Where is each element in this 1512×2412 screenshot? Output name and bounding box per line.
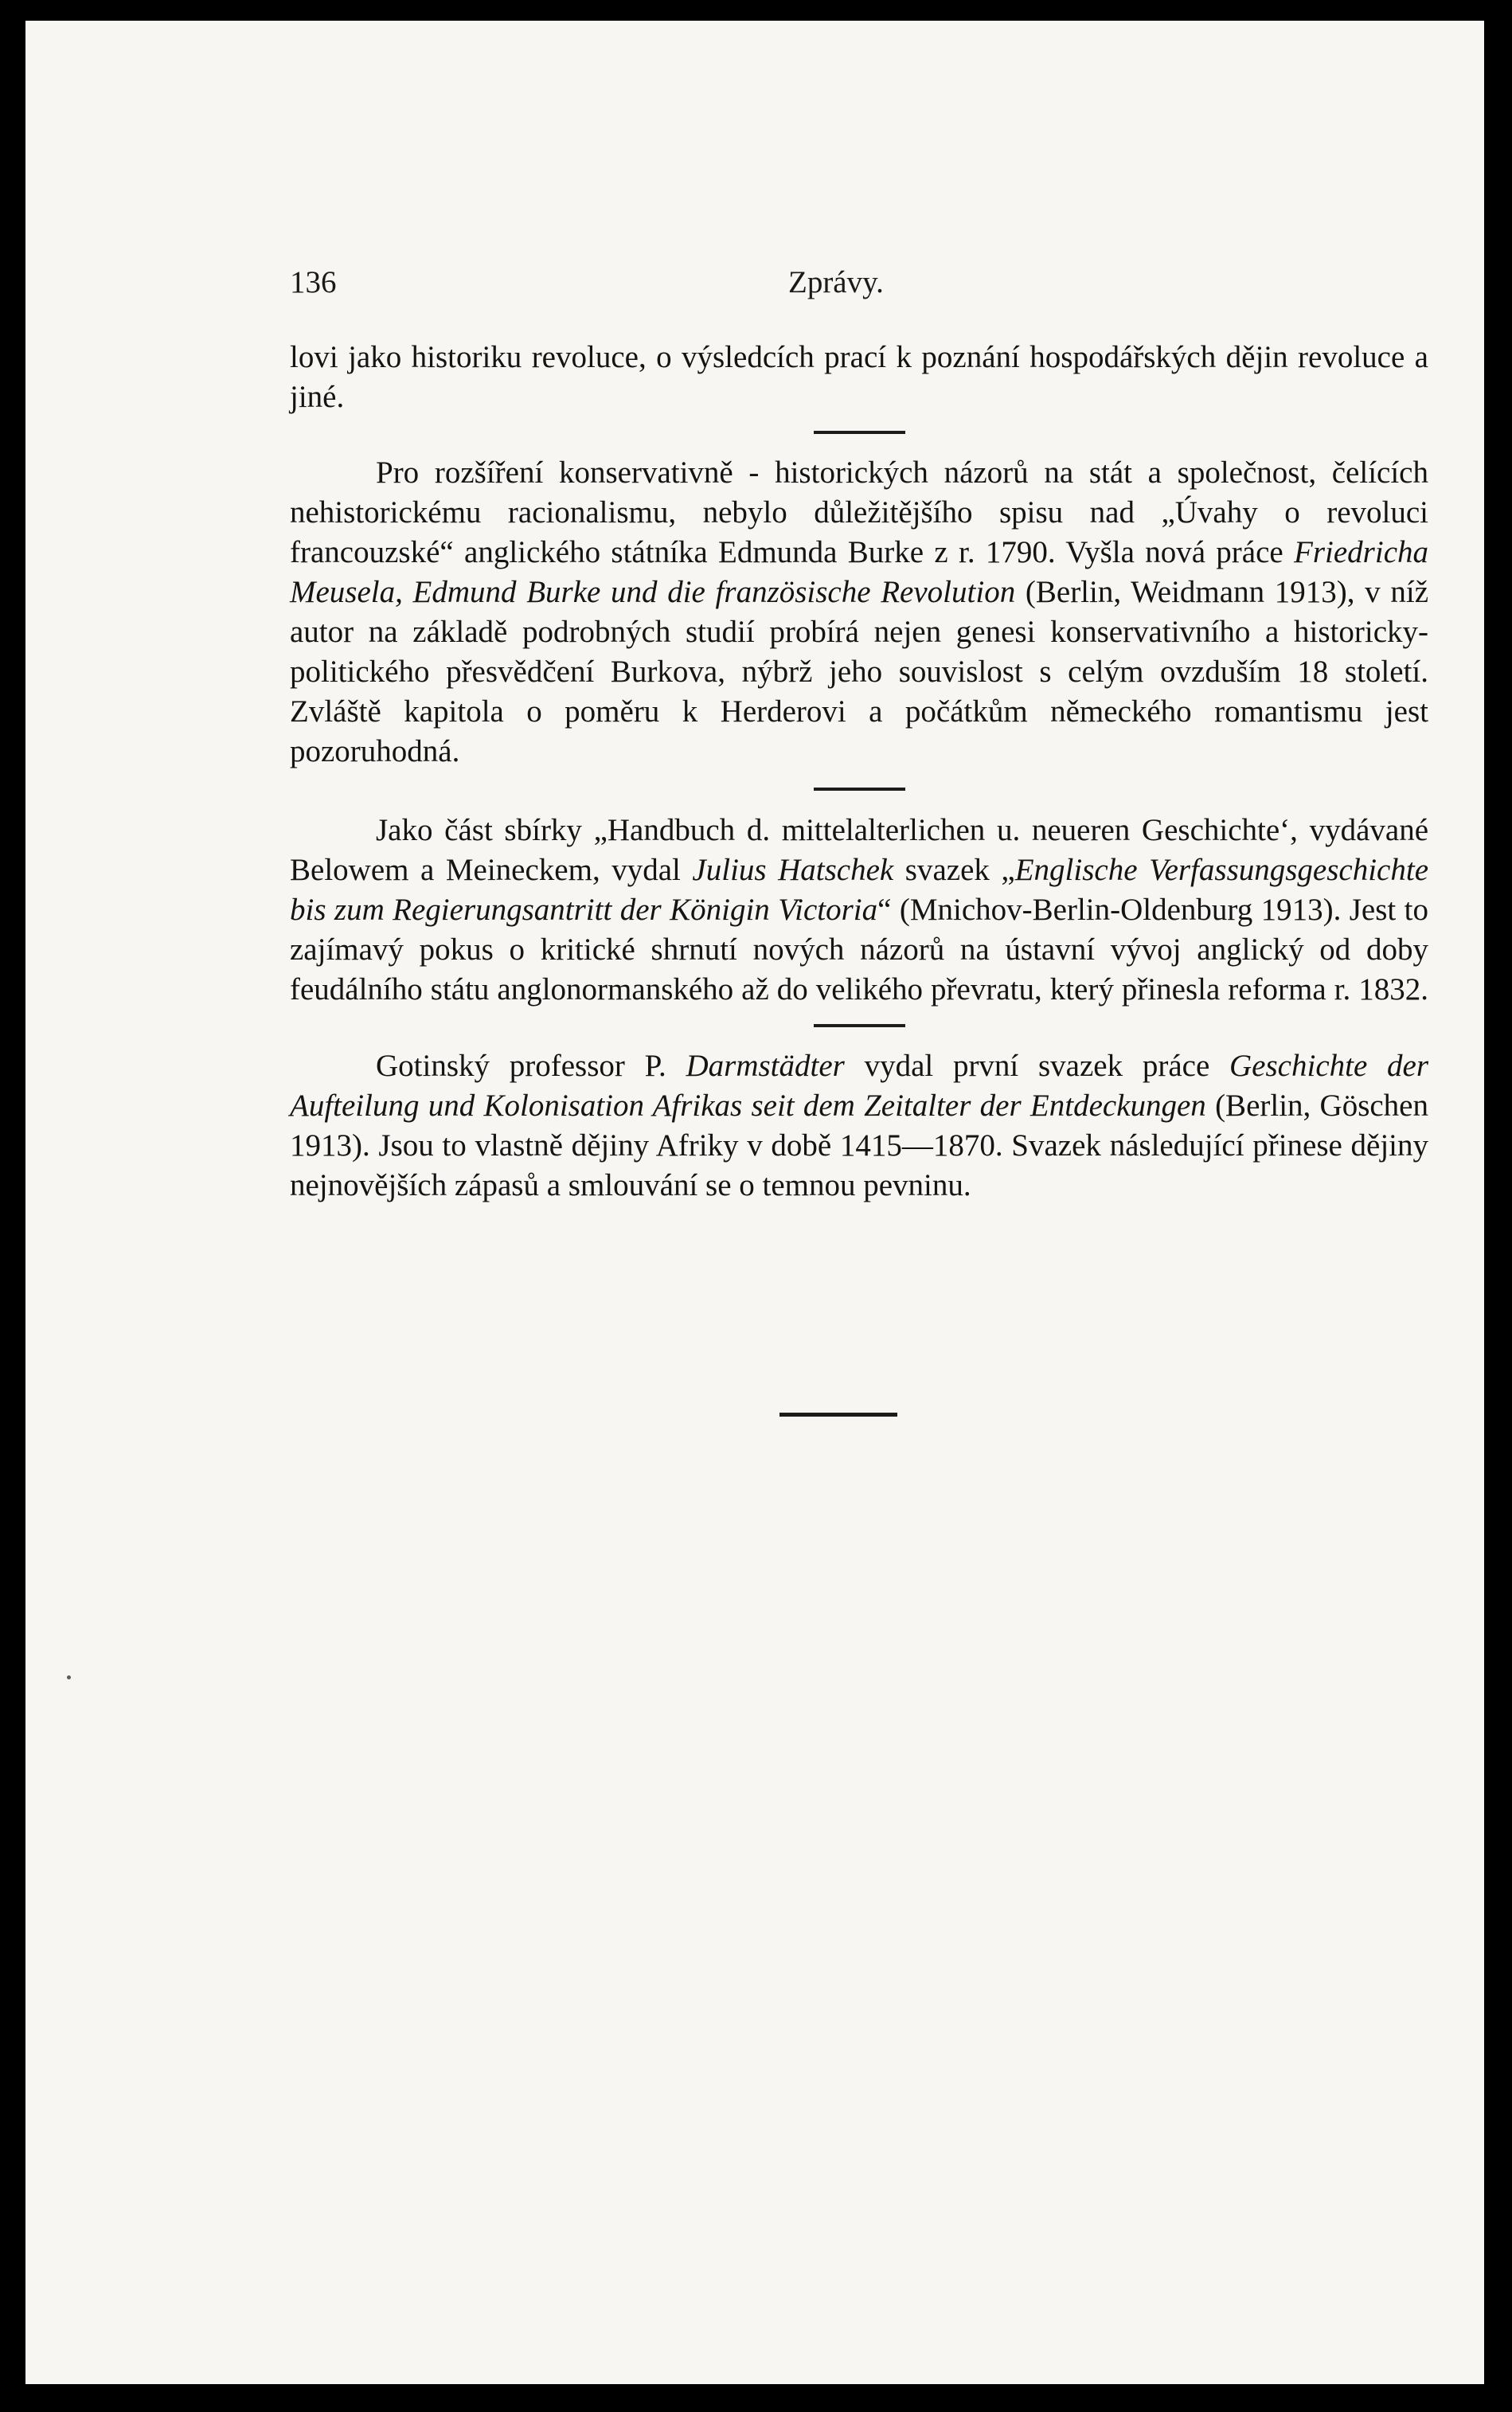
italic-title: Friedricha Meusela, Edmund Burke und die französische Revolution	[290, 535, 1428, 609]
end-divider	[779, 1413, 897, 1417]
section-divider	[814, 1024, 905, 1027]
section-divider	[814, 788, 905, 791]
text-run: “ (Mnichov-Berlin-Oldenburg 1913). Jest to zajímavý pokus o kritické shrnutí nových názorů na ústavní vývoj anglický od doby feudálního státu anglonormanského až do velikého převratu, který přinesla reforma r. 1832.	[290, 893, 1428, 1007]
text-run: vydal první svazek práce	[844, 1049, 1230, 1083]
page-header	[290, 264, 1428, 312]
paragraph-hatschek	[290, 811, 1428, 1010]
running-title: Zprávy.	[788, 265, 884, 299]
page-number: 136	[290, 265, 337, 299]
paragraph-meusel	[290, 453, 1428, 772]
text-run: svazek „	[893, 853, 1015, 887]
body-text	[290, 338, 1428, 1206]
text-run: (Berlin, Göschen 1913). Jsou to vlastně dějiny Afriky v době 1415—1870. Svazek následující přinese dějiny nejnovějších zápasů a smlouvání se o temnou pevninu.	[290, 1089, 1428, 1202]
italic-title: Englische Verfassungsgeschichte bis zum Regierungsantritt der Königin Victoria	[290, 853, 1429, 927]
paragraph-continuation: lovi jako historiku revoluce, o výsledcích prací k poznání hospodářských dějin revoluce a jiné.	[290, 340, 1428, 414]
text-run: (Berlin, Weidmann 1913), v níž autor na základě podrobných studií probírá nejen genesi konservativního a historicky-politického přesvědčení Burkova, nýbrž jeho souvislost s celým ovzduším 18 století. Zvláště kapitola o poměru k Herderovi a počátkům německého romantismu jest pozoruhodná.	[290, 575, 1429, 768]
text-run: Pro rozšíření konservativně - historických názorů na stát a společnost, čelících nehistorickému racionalismu, nebylo důležitějšího spisu nad „Úvahy o revoluci francouzské“ anglického státníka Edmunda Burke z r. 1790. Vyšla nová práce	[290, 455, 1428, 569]
text-run: Gotinský professor P.	[376, 1049, 686, 1083]
italic-title: Geschichte der Aufteilung und Kolonisation Afrikas seit dem Zeitalter der Entdeckungen	[290, 1049, 1428, 1123]
text-run: Jako část sbírky „Handbuch d. mittelalterlichen u. neueren Geschichte‘, vydávané Belowem a Meineckem, vydal	[290, 813, 1428, 887]
section-divider	[814, 431, 905, 434]
italic-author: Darmstädter	[686, 1049, 845, 1083]
italic-author: Julius Hatschek	[692, 853, 894, 887]
scan-speck	[67, 1675, 71, 1679]
paragraph-darmstaedter	[290, 1046, 1428, 1206]
book-page	[25, 21, 1484, 2384]
